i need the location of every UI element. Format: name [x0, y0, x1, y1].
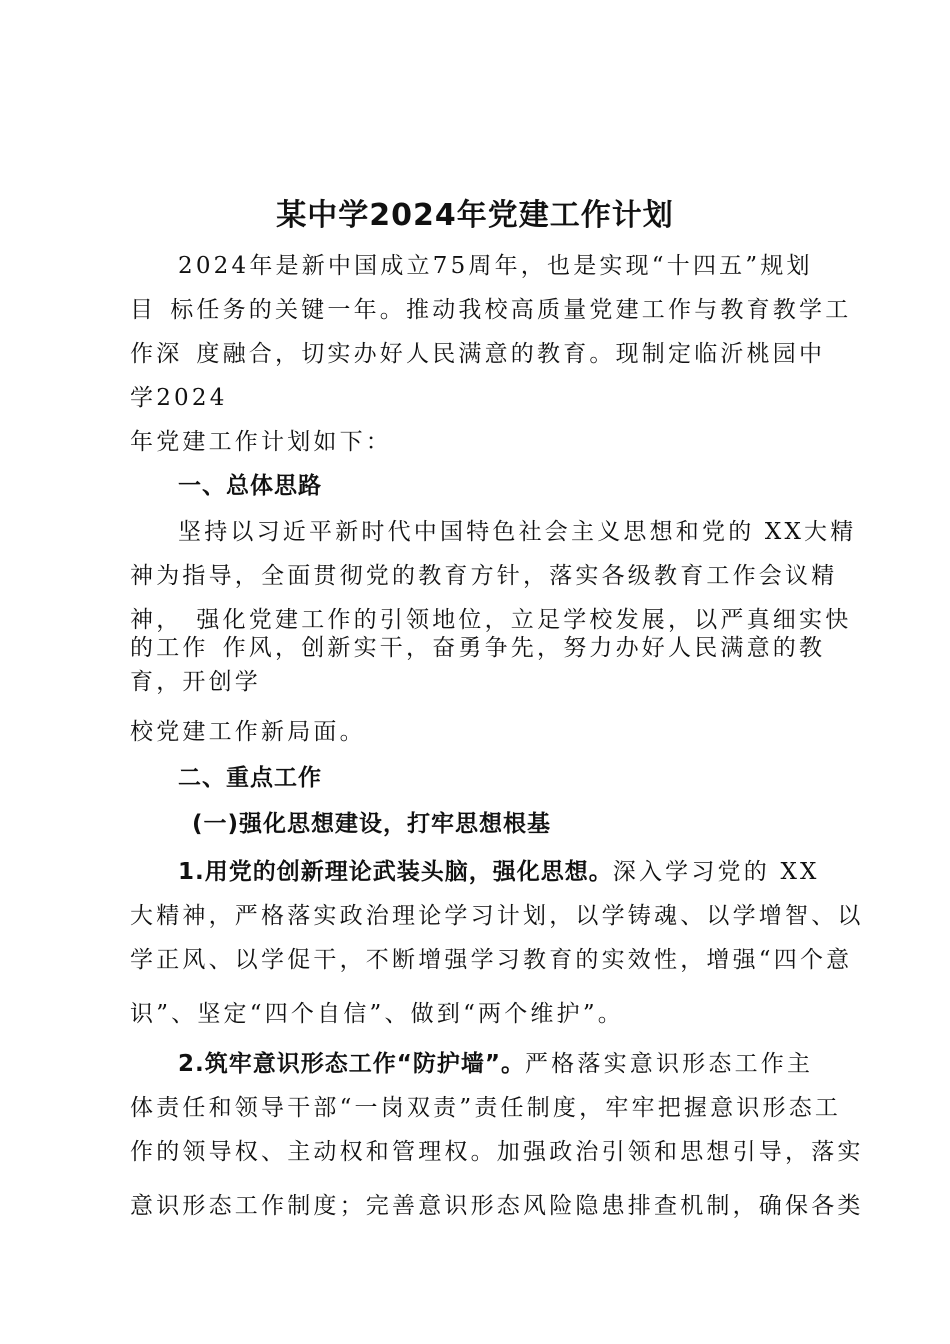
item-1-lead: 1.用党的创新理论武装头脑，强化思想。: [178, 859, 613, 885]
intro-line-2: [130, 294, 851, 326]
item-2-line-3: 作的领导权、主动权和管理权。加强政治引领和思想引导，落实: [130, 1139, 864, 1165]
section-1-line-4-start: 的工作: [130, 635, 209, 661]
item-2-line-2: 体责任和领导干部“一岗双责”责任制度，牢牢把握意识形态工: [130, 1095, 842, 1121]
intro-line-5: 年党建工作计划如下：: [130, 429, 392, 455]
item-2-line-4: 意识形态工作制度；完善意识形态风险隐患排查机制，确保各类: [130, 1193, 864, 1219]
section-1-line-2: 神为指导，全面贯彻党的教育方针，落实各级教育工作会议精: [130, 563, 838, 589]
intro-line-3: [130, 338, 825, 370]
item-2-text: 严格落实意识形态工作主: [524, 1051, 814, 1077]
item-1-text: 深入学习党的 XX: [612, 859, 820, 885]
section-1-line-6: 校党建工作新局面。: [130, 719, 366, 745]
subsection-1-heading: (一)强化思想建设，打牢思想根基: [192, 811, 552, 837]
item-1-line-3: 学正风、以学促干，不断增强学习教育的实效性，增强“四个意: [130, 947, 853, 973]
intro-line-2-start: 目: [130, 297, 157, 323]
section-1-line-3-rest: 强化党建工作的引领地位，立足学校发展，以严真细实快: [196, 607, 852, 633]
item-2-lead: 2.筑牢意识形态工作“防护墙”。: [178, 1051, 525, 1077]
intro-line-2-rest: 标任务的关键一年。推动我校高质量党建工作与教育教学工: [170, 297, 852, 323]
section-2-heading: 二、重点工作: [178, 765, 322, 791]
intro-line-1: 2024年是新中国成立75周年，也是实现“十四五”规划: [178, 253, 813, 279]
item-1-line-4: 识”、坚定“四个自信”、做到“两个维护”。: [130, 1001, 624, 1027]
section-1-line-1: 坚持以习近平新时代中国特色社会主义思想和党的 XX大精: [178, 519, 857, 545]
item-2-line-1: [178, 1048, 813, 1080]
section-1-line-5: 育，开创学: [130, 669, 261, 695]
section-1-line-3-start: 神，: [130, 607, 183, 633]
intro-line-3-start: 作深: [130, 341, 183, 367]
section-1-heading: 一、总体思路: [178, 473, 322, 499]
item-1-line-1: [178, 856, 820, 888]
intro-line-4: 学2024: [130, 385, 228, 411]
intro-line-3-rest: 度融合，切实办好人民满意的教育。现制定临沂桃园中: [196, 341, 826, 367]
section-1-line-4: [130, 632, 825, 664]
document-title: 某中学2024年党建工作计划: [276, 198, 674, 233]
item-1-line-2: 大精神，严格落实政治理论学习计划，以学铸魂、以学增智、以: [130, 903, 864, 929]
section-1-line-4-rest: 作风，创新实干，奋勇争先，努力办好人民满意的教: [222, 635, 826, 661]
